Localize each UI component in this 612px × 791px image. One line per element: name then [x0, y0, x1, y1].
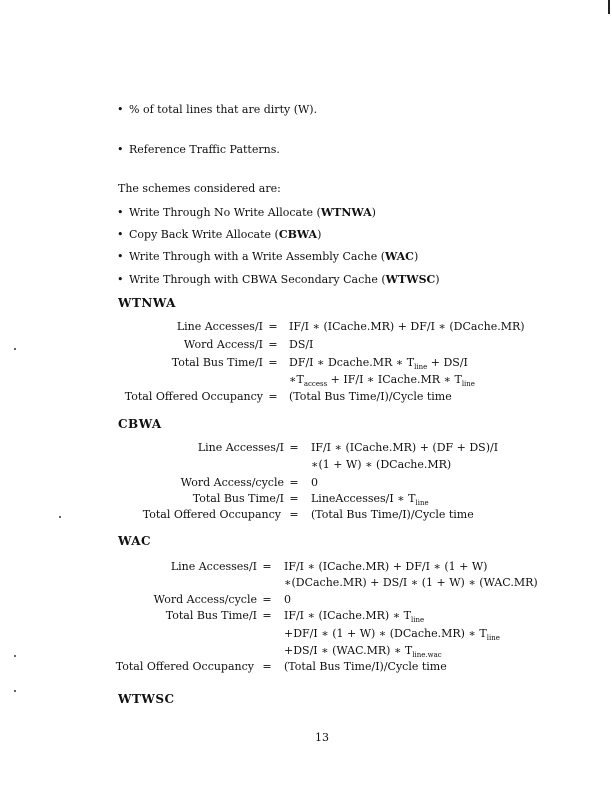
wtnwa-lhs-occupancy: Total Offered Occupancy	[124, 390, 263, 403]
cbwa-lhs-occupancy: Total Offered Occupancy	[142, 508, 281, 521]
wtnwa-eq: =	[268, 320, 278, 333]
wtnwa-rhs-word-access: DS/I	[289, 338, 314, 351]
wtnwa-rhs-line-accesses: IF/I ∗ (ICache.MR) + DF/I ∗ (DCache.MR)	[289, 320, 525, 333]
cbwa-eq: =	[289, 476, 299, 489]
wtnwa-rhs-occupancy: (Total Bus Time/I)/Cycle time	[289, 390, 452, 403]
page-number: 13	[315, 731, 329, 744]
scan-edge-mark	[608, 0, 610, 14]
wac-rhs-bus-time: IF/I ∗ (ICache.MR) ∗ $T_{line}$	[284, 609, 425, 625]
wtnwa-lhs-bus-time: Total Bus Time/I	[171, 356, 263, 369]
wtnwa-rhs-bus-time-cont: $∗T_{access} + IF/I$ ∗ ICache.MR ∗ $T_{line}$	[289, 373, 475, 389]
cbwa-eq: =	[289, 492, 299, 505]
wac-lhs-occupancy: Total Offered Occupancy	[115, 660, 254, 673]
wac-rhs-bus-time-cont2: +DS/I ∗ (WAC.MR) ∗ $T_{line.wac}$	[284, 644, 442, 660]
scan-speck	[14, 690, 16, 692]
bullet-reference-traffic: • Reference Traffic Patterns.	[129, 143, 280, 156]
cbwa-rhs-word-access: 0	[311, 476, 318, 489]
scheme-item-wac: • Write Through with a Write Assembly Cache (WAC)	[129, 250, 418, 263]
cbwa-rhs-occupancy: (Total Bus Time/I)/Cycle time	[311, 508, 474, 521]
cbwa-lhs-bus-time: Total Bus Time/I	[192, 492, 284, 505]
cbwa-rhs-line-accesses-cont: ∗(1 + W) ∗ (DCache.MR)	[311, 458, 452, 471]
wac-lhs-bus-time: Total Bus Time/I	[165, 609, 257, 622]
cbwa-eq: =	[289, 508, 299, 521]
wac-lhs-line-accesses: Line Accesses/I	[170, 560, 257, 573]
cbwa-rhs-bus-time: LineAccesses/I ∗ $T_{line}$	[311, 492, 429, 508]
scheme-item-wtwsc: • Write Through with CBWA Secondary Cache (WTWSC)	[129, 273, 440, 286]
section-title-wtwsc: WTWSC	[118, 692, 175, 706]
scan-speck	[59, 516, 61, 518]
wac-eq: =	[262, 593, 272, 606]
wac-lhs-word-access: Word Access/cycle	[153, 593, 257, 606]
wtnwa-lhs-line-accesses: Line Accesses/I	[176, 320, 263, 333]
cbwa-rhs-line-accesses: IF/I ∗ (ICache.MR) + (DF + DS)/I	[311, 441, 499, 454]
wtnwa-eq: =	[268, 390, 278, 403]
cbwa-lhs-word-access: Word Access/cycle	[180, 476, 284, 489]
wac-rhs-word-access: 0	[284, 593, 291, 606]
wtnwa-eq: =	[268, 338, 278, 351]
scheme-item-cbwa: • Copy Back Write Allocate (CBWA)	[129, 228, 321, 241]
intro-text: The schemes considered are:	[118, 182, 281, 195]
scheme-item-wtnwa: • Write Through No Write Allocate (WTNWA)	[129, 206, 376, 219]
scan-speck	[14, 348, 16, 350]
wtnwa-rhs-bus-time: DF/I ∗ Dcache.MR ∗ $T_{line} + DS/I$	[289, 356, 468, 372]
wac-eq: =	[262, 560, 272, 573]
cbwa-lhs-line-accesses: Line Accesses/I	[197, 441, 284, 454]
wac-rhs-line-accesses: IF/I ∗ (ICache.MR) + DF/I ∗ (1 + W)	[284, 560, 488, 573]
scan-speck	[14, 655, 16, 657]
wac-rhs-occupancy: (Total Bus Time/I)/Cycle time	[284, 660, 447, 673]
cbwa-eq: =	[289, 441, 299, 454]
section-title-wac: WAC	[118, 534, 152, 548]
section-title-cbwa: CBWA	[118, 417, 162, 431]
wac-eq: =	[262, 609, 272, 622]
wac-rhs-bus-time-cont1: +DF/I ∗ (1 + W) ∗ (DCache.MR) ∗ $T_{line}$	[284, 627, 500, 643]
wtnwa-lhs-word-access: Word Access/I	[183, 338, 263, 351]
bullet-dirty-lines: • % of total lines that are dirty (W).	[129, 103, 317, 116]
section-title-wtnwa: WTNWA	[118, 296, 176, 310]
wac-eq: =	[262, 660, 272, 673]
wac-rhs-line-accesses-cont: ∗(DCache.MR) + DS/I ∗ (1 + W) ∗ (WAC.MR)	[284, 576, 538, 589]
wtnwa-eq: =	[268, 356, 278, 369]
